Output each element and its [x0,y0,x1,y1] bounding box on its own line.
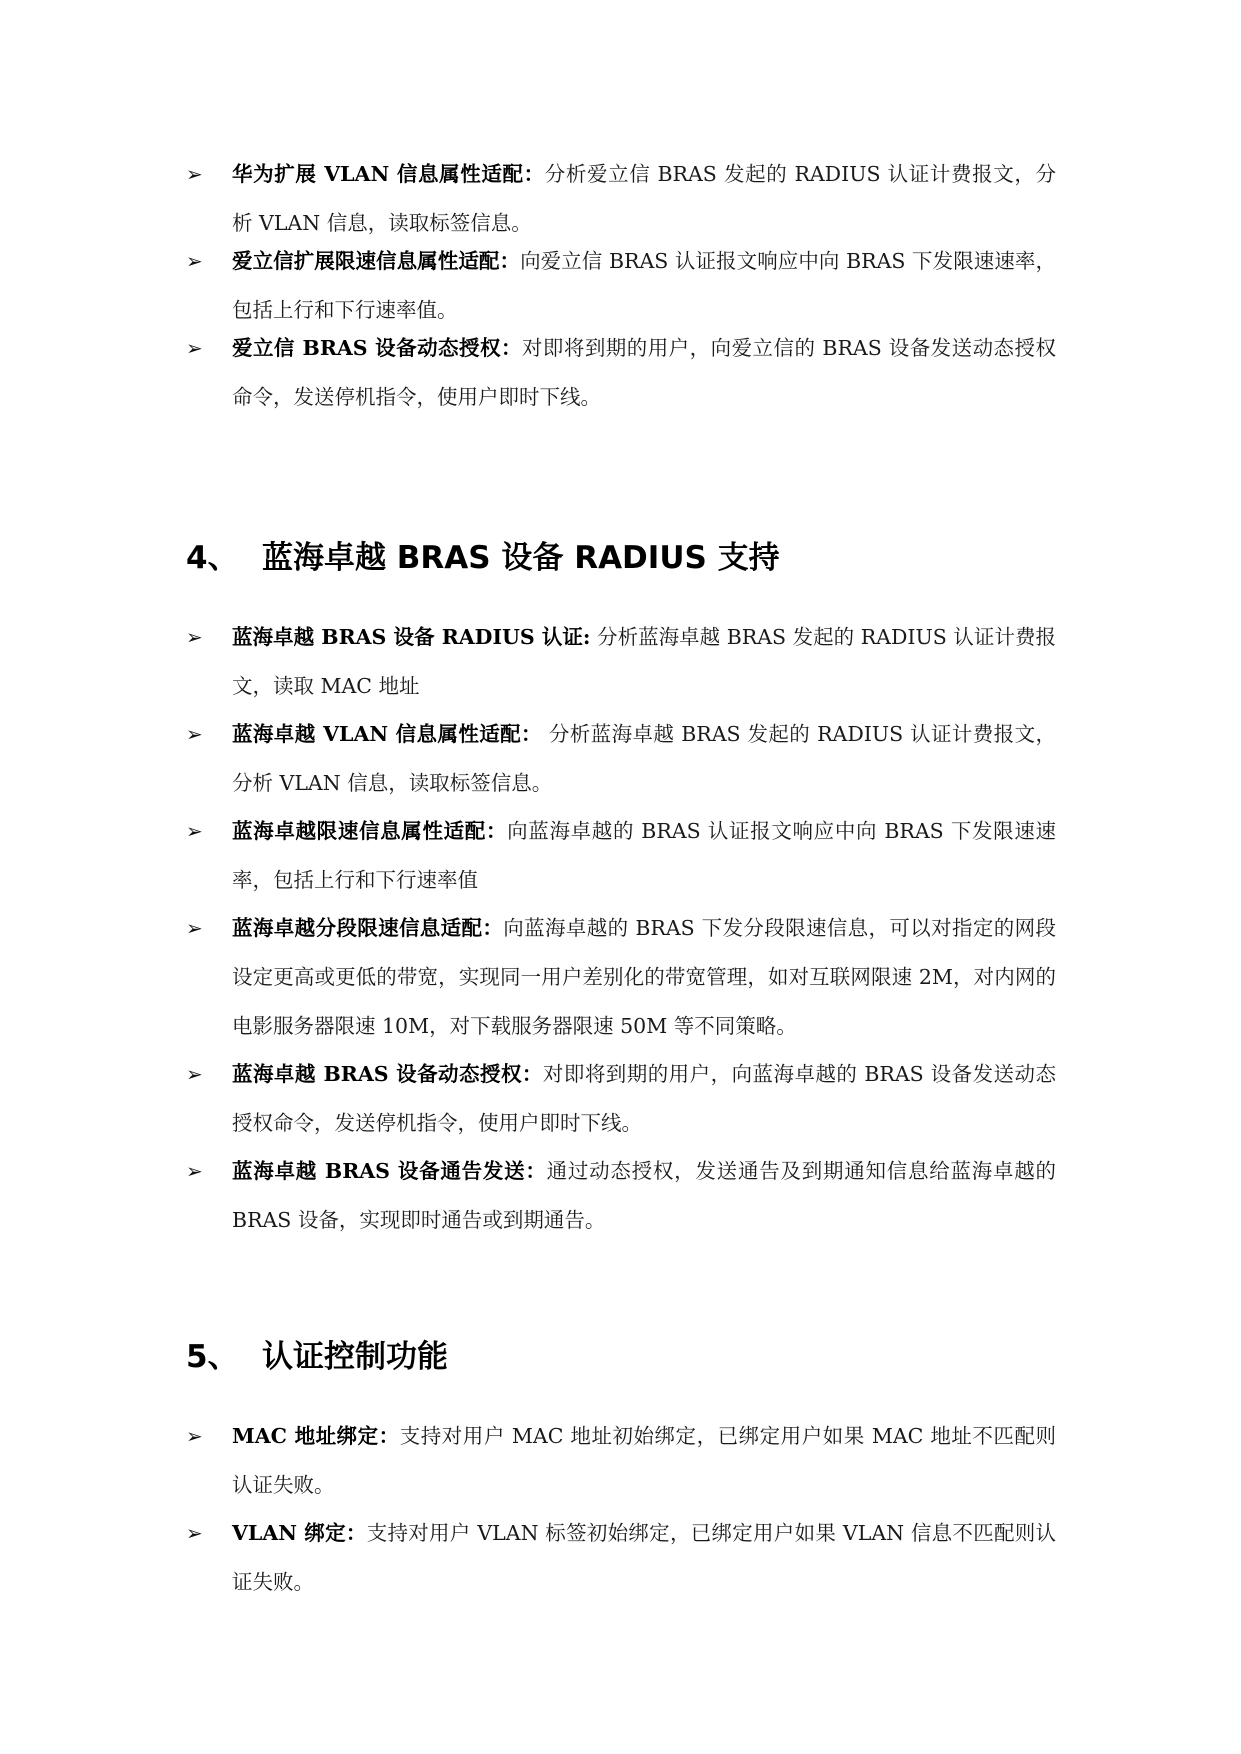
arrow-bullet-icon: ➢ [186,1159,203,1183]
item-term: 蓝海卓越 BRAS 设备通告发送： [232,1159,547,1183]
item-text: 对即将到期的用户，向爱立信的 BRAS 设备发送动态授权命令，发送停机指令，使用户即时下线。 [232,336,1056,409]
arrow-bullet-icon: ➢ [186,625,203,649]
list-item [186,150,1056,248]
item-term: VLAN 绑定： [232,1521,367,1545]
list-item [186,1509,1056,1607]
list-item [186,1050,1056,1148]
item-term: 爱立信 BRAS 设备动态授权： [232,336,522,360]
arrow-bullet-icon: ➢ [186,162,203,186]
item-term: MAC 地址绑定： [232,1424,400,1448]
arrow-bullet-icon: ➢ [186,819,203,843]
section-title: 蓝海卓越 BRAS 设备 RADIUS 支持 [262,540,780,576]
item-text: 通过动态授权，发送通告及到期通知信息给蓝海卓越的 BRAS 设备，实现即时通告或到期通告。 [232,1159,1056,1232]
section-title: 认证控制功能 [262,1339,448,1375]
list-item [186,1412,1056,1510]
item-text: 支持对用户 VLAN 标签初始绑定，已绑定用户如果 VLAN 信息不匹配则认证失败。 [232,1521,1056,1594]
section-heading [186,532,780,577]
item-text: 支持对用户 MAC 地址初始绑定，已绑定用户如果 MAC 地址不匹配则认证失败。 [232,1424,1056,1497]
list-item [186,237,1056,335]
item-text: 向爱立信 BRAS 认证报文响应中向 BRAS 下发限速速率，包括上行和下行速率值。 [232,249,1056,322]
item-text: 向蓝海卓越的 BRAS 认证报文响应中向 BRAS 下发限速速率，包括上行和下行速率值 [232,819,1057,892]
arrow-bullet-icon: ➢ [186,1424,203,1448]
item-term: 蓝海卓越分段限速信息适配： [232,916,504,940]
item-term: 蓝海卓越限速信息属性适配： [232,819,508,843]
list-item [186,1147,1056,1245]
list-item [186,710,1056,808]
item-text: 向蓝海卓越的 BRAS 下发分段限速信息，可以对指定的网段设定更高或更低的带宽，实现同一用户差别化的带宽管理，如对互联网限速 2M，对内网的电影服务器限速 10M，对下载服务器限速 50M 等不同策略。 [232,916,1056,1038]
list-item [186,807,1056,905]
list-item [186,904,1056,1051]
arrow-bullet-icon: ➢ [186,916,203,940]
item-term: 蓝海卓越 BRAS 设备动态授权： [232,1062,543,1086]
section-heading [186,1331,448,1376]
item-text: 对即将到期的用户，向蓝海卓越的 BRAS 设备发送动态授权命令，发送停机指令，使用户即时下线。 [232,1062,1056,1135]
arrow-bullet-icon: ➢ [186,722,203,746]
item-text: 分析蓝海卓越 BRAS 发起的 RADIUS 认证计费报文，分析 VLAN 信息，读取标签信息。 [232,722,1056,795]
item-text: 分析蓝海卓越 BRAS 发起的 RADIUS 认证计费报文，读取 MAC 地址 [232,625,1056,698]
list-item [186,613,1056,711]
arrow-bullet-icon: ➢ [186,1521,203,1545]
arrow-bullet-icon: ➢ [186,1062,203,1086]
item-term: 蓝海卓越 VLAN 信息属性适配： [232,722,542,746]
section-number: 4、 [186,540,239,576]
section-number: 5、 [186,1339,239,1375]
item-term: 华为扩展 VLAN 信息属性适配： [232,162,545,186]
item-term: 蓝海卓越 BRAS 设备 RADIUS 认证: [232,625,591,649]
item-text: 分析爱立信 BRAS 发起的 RADIUS 认证计费报文，分析 VLAN 信息，读取标签信息。 [232,162,1056,235]
arrow-bullet-icon: ➢ [186,249,203,273]
arrow-bullet-icon: ➢ [186,336,203,360]
item-term: 爱立信扩展限速信息属性适配： [232,249,521,273]
list-item [186,324,1056,422]
